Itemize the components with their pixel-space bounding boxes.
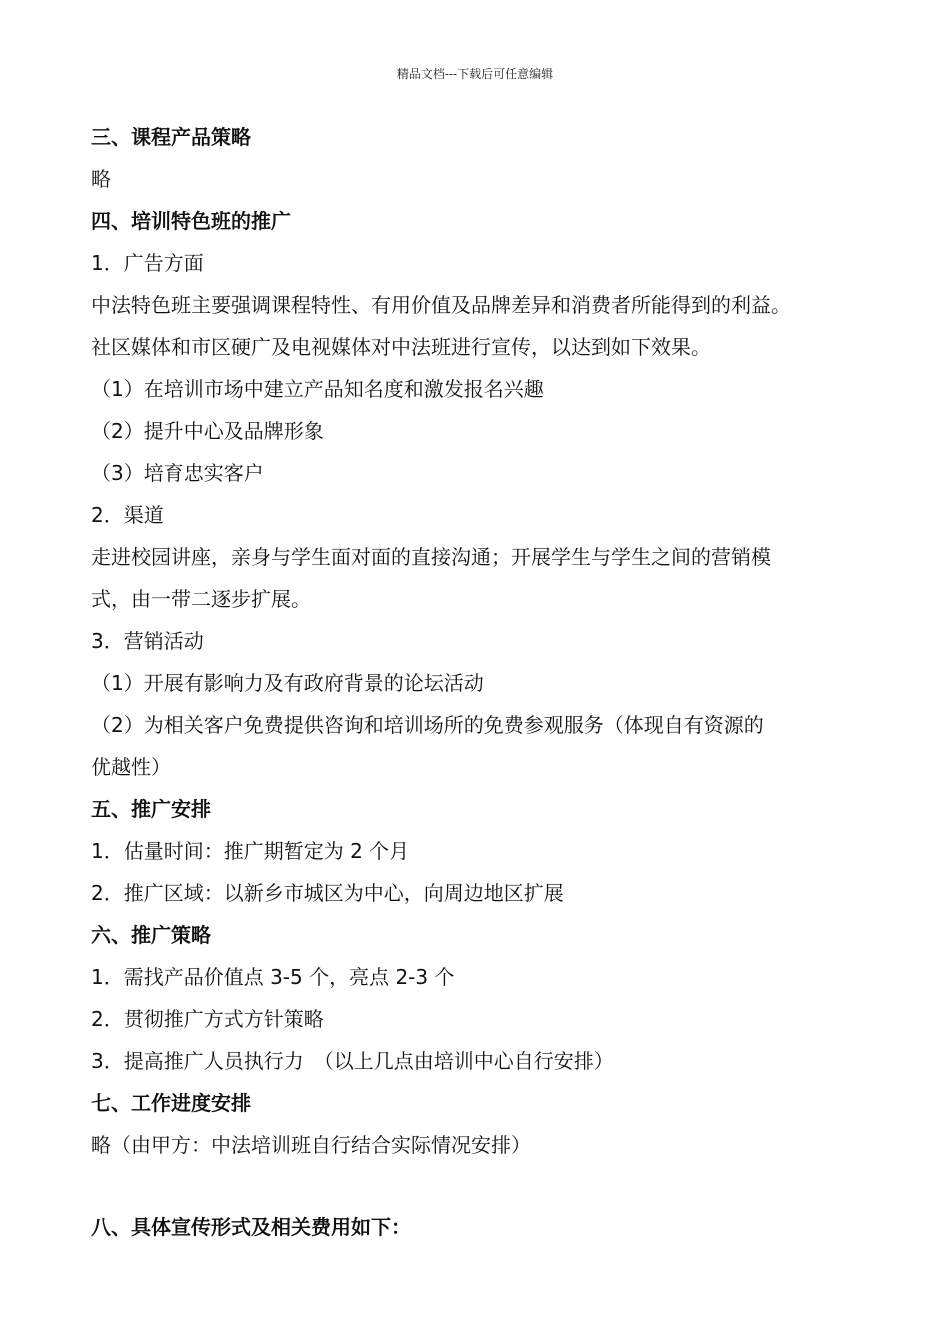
subheading-channels: 2．渠道 (91, 503, 164, 527)
blank-line (91, 1166, 891, 1206)
list-item: （3）培育忠实客户 (91, 461, 264, 485)
paragraph: 优越性） (91, 755, 171, 779)
list-item: 2．贯彻推广方式方针策略 (91, 1007, 324, 1031)
section-heading-publicity-costs: 八、具体宣传形式及相关费用如下： (91, 1215, 411, 1239)
paragraph: 走进校园讲座，亲身与学生面对面的直接沟通；开展学生与学生之间的营销模 (91, 545, 771, 569)
paragraph: 略（由甲方：中法培训班自行结合实际情况安排） (91, 1133, 531, 1157)
list-item: 3．提高推广人员执行力 （以上几点由培训中心自行安排） (91, 1049, 614, 1073)
page-header: 精品文档---下载后可任意编辑 (396, 67, 554, 81)
list-item: （1）开展有影响力及有政府背景的论坛活动 (91, 671, 484, 695)
section-heading-promotion-strategy: 六、推广策略 (91, 923, 211, 947)
section-heading-promotion: 四、培训特色班的推广 (91, 209, 291, 233)
paragraph: 略 (91, 167, 111, 191)
paragraph: 社区媒体和市区硬广及电视媒体对中法班进行宣传，以达到如下效果。 (91, 335, 711, 359)
section-heading-work-progress: 七、工作进度安排 (91, 1091, 251, 1115)
list-item: 1．估量时间：推广期暂定为 2 个月 (91, 839, 410, 863)
document-body (91, 116, 891, 1248)
list-item: （1）在培训市场中建立产品知名度和激发报名兴趣 (91, 377, 544, 401)
section-heading-course-strategy: 三、课程产品策略 (91, 125, 251, 149)
list-item: （2）为相关客户免费提供咨询和培训场所的免费参观服务（体现自有资源的 (91, 713, 764, 737)
paragraph: 中法特色班主要强调课程特性、有用价值及品牌差异和消费者所能得到的利益。 (91, 293, 791, 317)
subheading-marketing-activities: 3．营销活动 (91, 629, 204, 653)
section-heading-schedule: 五、推广安排 (91, 797, 211, 821)
subheading-advertising: 1．广告方面 (91, 251, 204, 275)
list-item: 2．推广区域：以新乡市城区为中心，向周边地区扩展 (91, 881, 564, 905)
paragraph: 式，由一带二逐步扩展。 (91, 587, 311, 611)
list-item: （2）提升中心及品牌形象 (91, 419, 324, 443)
list-item: 1．需找产品价值点 3-5 个，亮点 2-3 个 (91, 965, 455, 989)
